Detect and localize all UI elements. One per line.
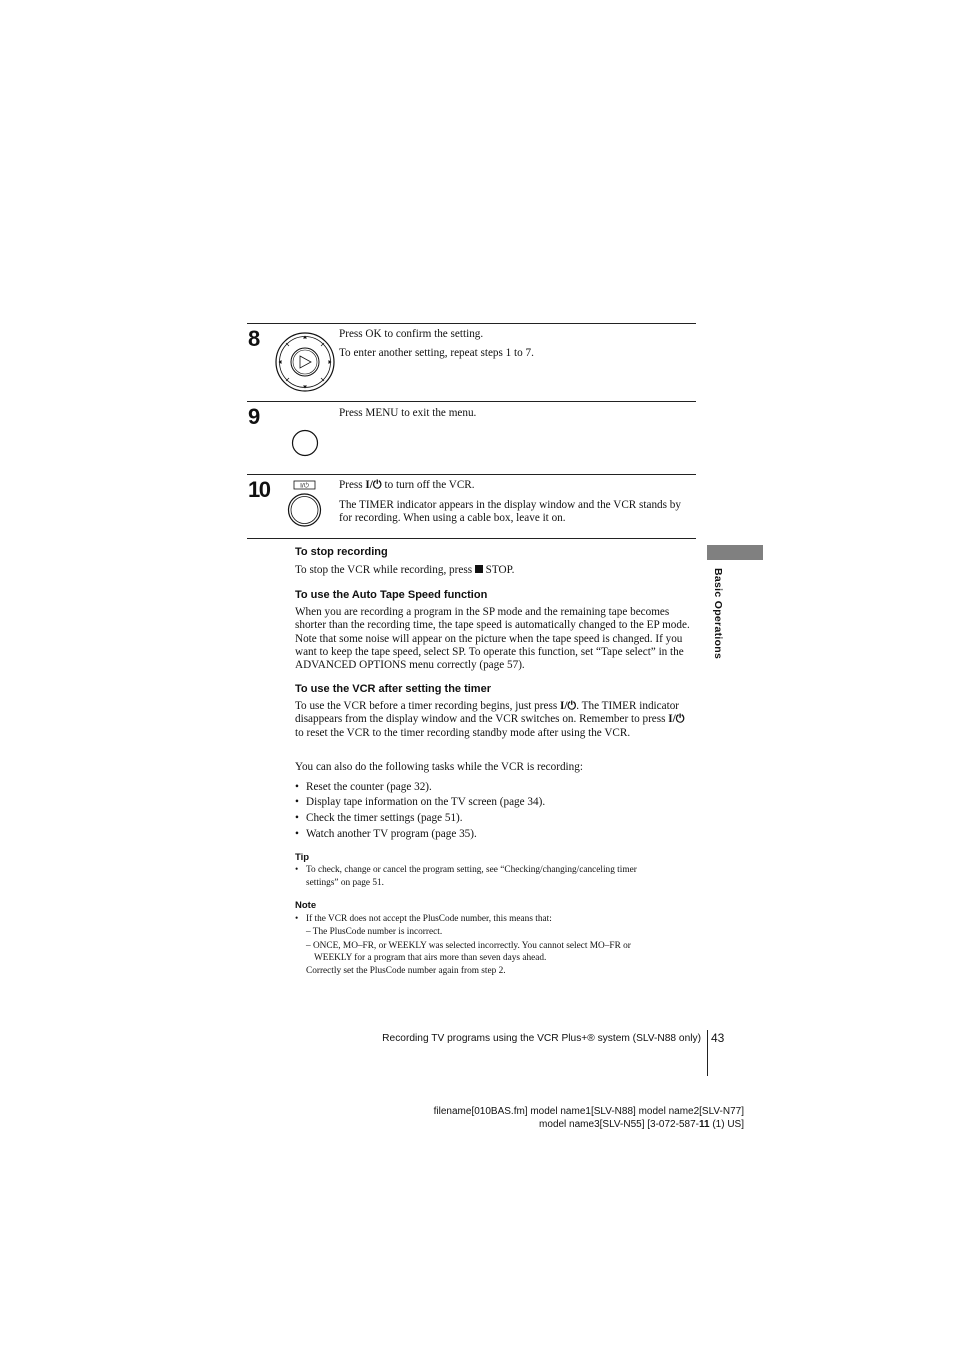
body-text: STOP.	[482, 564, 515, 576]
list-item-text: Check the timer settings (page 51).	[306, 812, 463, 824]
body-text: to reset the VCR to the timer recording standby mode after using the VCR.	[295, 726, 631, 739]
step-divider	[247, 474, 696, 475]
list-item-text: Watch another TV program (page 35).	[306, 828, 477, 840]
stop-square-icon	[475, 565, 483, 573]
tasks-intro: You can also do the following tasks while the VCR is recording:	[295, 761, 583, 773]
multi-jog-dial-icon	[274, 331, 336, 393]
body-text: To stop the VCR while recording, press	[295, 564, 475, 576]
list-item: • Watch another TV program (page 35).	[295, 828, 477, 840]
body-text: To use the VCR before a timer recording begins, just press	[295, 700, 560, 712]
list-item: • Check the timer settings (page 51).	[295, 812, 463, 824]
file-info-text: model name3[SLV-N55] [3-072-587-	[539, 1119, 699, 1130]
step-line: To enter another setting, repeat steps 1 to 7.	[339, 346, 534, 359]
file-info-line: filename[010BAS.fm] model name1[SLV-N88] model name2[SLV-N77]	[433, 1106, 744, 1117]
note-line: • If the VCR does not accept the PlusCode number, this means that:	[295, 914, 552, 924]
step-10-text	[339, 479, 695, 526]
note-heading: Note	[295, 900, 317, 911]
running-footer-title: Recording TV programs using the VCR Plus+® system (SLV-N88 only)	[382, 1033, 701, 1044]
step-8-text	[339, 328, 695, 360]
power-symbol: I/⏻	[365, 479, 382, 491]
file-info-revision: 11	[698, 1119, 710, 1130]
step-line: Press OK to confirm the setting.	[339, 328, 484, 340]
stop-text	[295, 564, 695, 577]
tip-text: settings” on page 51.	[306, 878, 384, 888]
section-tab-marker	[707, 545, 763, 560]
menu-button-icon	[290, 428, 320, 458]
file-info-line	[539, 1119, 744, 1130]
step-divider	[247, 401, 696, 402]
step-divider	[247, 538, 696, 539]
auto-speed-text: When you are recording a program in the SP mode and the remaining tape becomes shorter than the recording time, the tape speed is automatically changed to the EP mode. Note that some noise will appear on the picture when the tape speed is changed. If you want to keep the tape speed, select SP. To operate this function, set “Tape select” in the ADVANCED OPTIONS menu correctly (page 57).	[295, 606, 690, 672]
power-symbol: I/⏻	[559, 700, 577, 712]
note-text: If the VCR does not accept the PlusCode number, this means that:	[306, 914, 552, 924]
footer-rule	[707, 1030, 708, 1076]
step-number: 9	[248, 404, 259, 429]
note-text: – ONCE, MO–FR, or WEEKLY was selected incorrectly. You cannot select MO–FR or	[306, 941, 631, 951]
section-side-label: Basic Operations	[712, 568, 724, 660]
note-text: WEEKLY for a program that airs more than seven days ahead.	[314, 953, 547, 963]
step-number: 8	[248, 326, 259, 351]
step-line: The TIMER indicator appears in the display window and the VCR stands by for recording. When using a cable box, leave it on.	[339, 498, 681, 524]
body-text: . The TIMER indicator disappears from the display window and the VCR switches on. Remember to press	[295, 700, 680, 726]
step-divider	[247, 323, 696, 324]
tip-line: • To check, change or cancel the program setting, see “Checking/changing/canceling timer	[295, 865, 637, 875]
after-timer-text	[295, 700, 695, 740]
step-number: 10	[248, 477, 270, 502]
note-text: – The PlusCode number is incorrect.	[306, 927, 443, 937]
tip-heading: Tip	[295, 852, 310, 863]
step-line-text: Press	[339, 479, 366, 491]
section-heading: To stop recording	[295, 546, 388, 558]
svg-text:I/⏻: I/⏻	[300, 482, 309, 490]
section-heading: To use the Auto Tape Speed function	[295, 589, 488, 601]
list-item: • Display tape information on the TV screen (page 34).	[295, 796, 546, 808]
step-9-text	[339, 407, 695, 421]
step-line-text: to turn off the VCR.	[381, 479, 475, 491]
tip-text: To check, change or cancel the program setting, see “Checking/changing/canceling timer	[306, 865, 637, 875]
note-text: Correctly set the PlusCode number again from step 2.	[306, 966, 506, 976]
power-symbol: I/⏻	[668, 713, 685, 726]
page-number: 43	[711, 1031, 725, 1045]
list-item-text: Display tape information on the TV screen (page 34).	[306, 796, 546, 808]
list-item-text: Reset the counter (page 32).	[306, 781, 432, 793]
step-line: Press MENU to exit the menu.	[339, 407, 477, 419]
section-heading: To use the VCR after setting the timer	[295, 683, 491, 695]
power-button-icon	[286, 479, 324, 529]
file-info-text: (1) US]	[709, 1119, 744, 1130]
step-line	[339, 479, 695, 493]
list-item: • Reset the counter (page 32).	[295, 781, 432, 793]
